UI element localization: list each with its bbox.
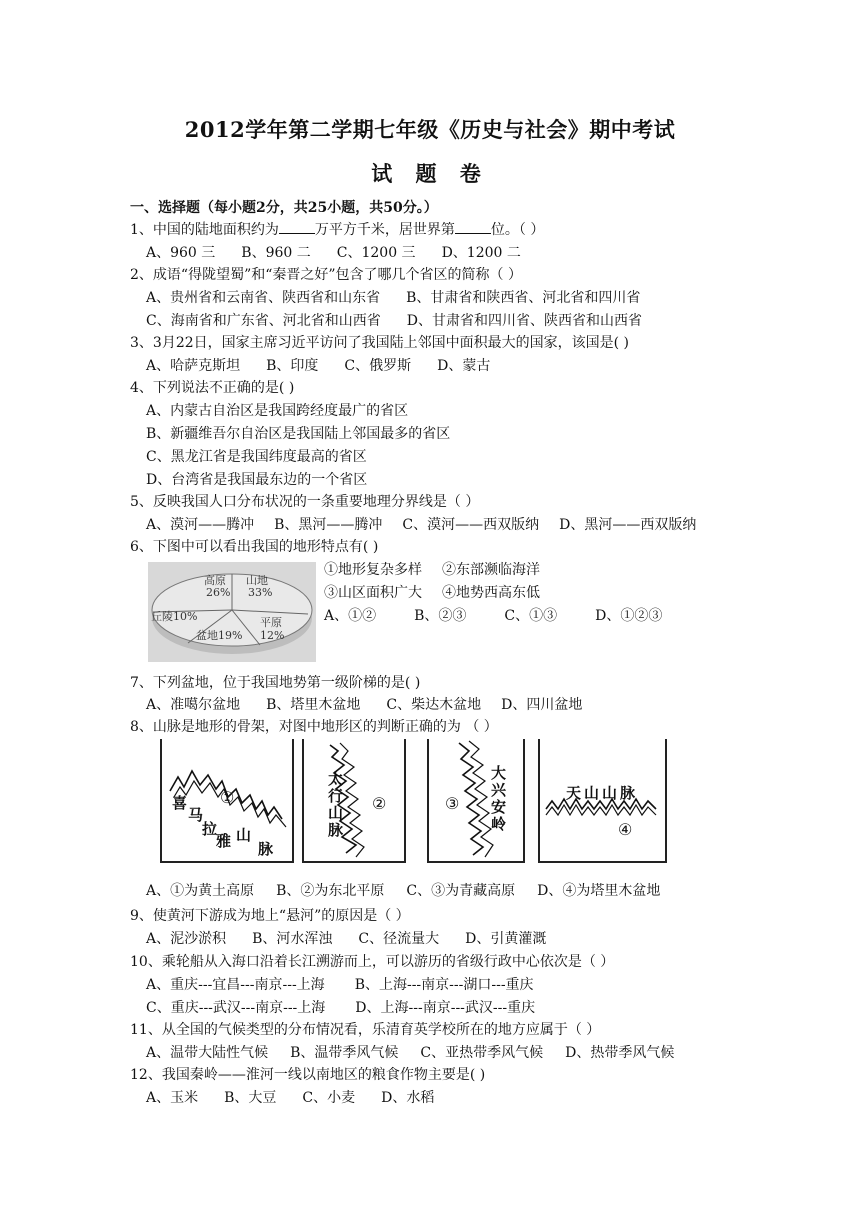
question-11: 11、从全国的气候类型的分布情况看，乐清育英学校所在的地方应属于（ ） bbox=[130, 1022, 601, 1038]
mountain-diagram-2 bbox=[302, 739, 406, 863]
question-10-options bbox=[146, 998, 561, 1018]
statement: ①地形复杂多样 bbox=[324, 562, 422, 578]
slice-label-plateau: 高原 bbox=[204, 574, 226, 587]
question-5: 5、反映我国人口分布状况的一条重要地理分界线是（ ） bbox=[130, 494, 480, 510]
option: B、大豆 bbox=[224, 1090, 277, 1106]
question-3: 3、3月22日，国家主席习近平访问了我国陆上邻国中面积最大的国家，该国是( ) bbox=[130, 335, 630, 351]
question-8: 8、山脉是地形的骨架，对图中地形区的判断正确的为 （ ） bbox=[130, 719, 498, 735]
option: D、蒙古 bbox=[437, 358, 491, 374]
section-heading: 一、选择题（每小题2分，共25小题，共50分。） bbox=[130, 200, 438, 216]
option: C、亚热带季风气候 bbox=[420, 1045, 544, 1061]
option: A、泥沙淤积 bbox=[146, 931, 227, 947]
region-number-2: ② bbox=[372, 794, 387, 813]
slice-value-plateau: 26% bbox=[206, 586, 231, 599]
question-6-options bbox=[324, 606, 662, 626]
answer-blank bbox=[279, 221, 315, 234]
question-2-options bbox=[146, 288, 666, 308]
option: A、①② bbox=[324, 608, 377, 624]
question-6-statements bbox=[324, 560, 540, 580]
option: D、1200 二 bbox=[441, 245, 521, 261]
option: D、上海---南京---武汉---重庆 bbox=[355, 1000, 536, 1016]
slice-label-mountain: 山地 bbox=[246, 574, 268, 587]
option: B、甘肃省和陕西省、河北省和四川省 bbox=[406, 290, 641, 306]
option: C、小麦 bbox=[302, 1090, 356, 1106]
option: B、960 二 bbox=[241, 245, 311, 261]
option: B、黑河——腾冲 bbox=[274, 517, 383, 533]
option: D、热带季风气候 bbox=[565, 1045, 675, 1061]
question-3-options bbox=[146, 356, 516, 376]
option: C、重庆---武汉---南京---上海 bbox=[146, 1000, 326, 1016]
question-6-statements bbox=[324, 583, 540, 603]
option: D、台湾省是我国最东边的一个省区 bbox=[146, 472, 368, 488]
option: D、④为塔里木盆地 bbox=[537, 883, 661, 899]
terrain-pie-chart bbox=[148, 562, 316, 662]
slice-label-plain: 平原 bbox=[260, 616, 282, 629]
option: A、哈萨克斯坦 bbox=[146, 358, 241, 374]
option: B、印度 bbox=[266, 358, 319, 374]
option: D、水稻 bbox=[381, 1090, 435, 1106]
option: D、甘肃省和四川省、陕西省和山西省 bbox=[406, 313, 642, 329]
slice-label-basin: 盆地19% bbox=[196, 629, 243, 642]
mountain-diagram-3 bbox=[427, 739, 525, 863]
question-10: 10、乘轮船从入海口沿着长江溯游而上，可以游历的省级行政中心依次是（ ） bbox=[130, 954, 615, 970]
question-8-options bbox=[146, 881, 660, 901]
mountain-label-1: 马 bbox=[188, 806, 204, 824]
option: C、③为青藏高原 bbox=[406, 883, 516, 899]
option: C、漠河——西双版纳 bbox=[402, 517, 540, 533]
option: C、俄罗斯 bbox=[344, 358, 412, 374]
option: C、1200 三 bbox=[336, 245, 416, 261]
question-12-options bbox=[146, 1088, 460, 1108]
mountain-ridge-3 bbox=[429, 739, 523, 861]
question-1-options bbox=[146, 243, 547, 263]
option: A、温带大陆性气候 bbox=[146, 1045, 269, 1061]
region-number-1: ① bbox=[220, 788, 235, 807]
mountain-label-1: 脉 bbox=[258, 840, 274, 858]
question-9: 9、使黄河下游成为地上“悬河”的原因是（ ） bbox=[130, 908, 410, 924]
exam-subtitle: 试 题 卷 bbox=[371, 161, 489, 186]
option: C、黑龙江省是我国纬度最高的省区 bbox=[146, 449, 367, 465]
answer-blank bbox=[455, 221, 491, 234]
option: B、塔里木盆地 bbox=[266, 697, 361, 713]
option: A、重庆---宜昌---南京---上海 bbox=[146, 977, 325, 993]
option: A、准噶尔盆地 bbox=[146, 697, 241, 713]
mountain-diagram-4 bbox=[538, 739, 667, 863]
region-number-4: ④ bbox=[618, 820, 633, 839]
option: A、玉米 bbox=[146, 1090, 199, 1106]
option: B、河水浑浊 bbox=[252, 931, 333, 947]
question-7: 7、下列盆地，位于我国地势第一级阶梯的是( ) bbox=[130, 675, 421, 691]
mountain-label-4: 天山山脉 bbox=[566, 784, 639, 802]
question-6: 6、下图中可以看出我国的地形特点有( ) bbox=[130, 539, 379, 555]
option: B、上海---南京---湖口---重庆 bbox=[354, 977, 534, 993]
question-2: 2、成语“得陇望蜀”和“秦晋之好”包含了哪几个省区的简称（ ） bbox=[130, 267, 522, 283]
option: A、内蒙古自治区是我国跨经度最广的省区 bbox=[146, 403, 409, 419]
question-1: 1、中国的陆地面积约为 万平方千米，居世界第 位。（ ） bbox=[130, 222, 545, 238]
option: B、新疆维吾尔自治区是我国陆上邻国最多的省区 bbox=[146, 426, 451, 442]
option: D、引黄灌溉 bbox=[465, 931, 547, 947]
mountain-label-1: 雅 bbox=[216, 832, 232, 850]
statement: ②东部濒临海洋 bbox=[442, 562, 540, 578]
option: D、黑河——西双版纳 bbox=[559, 517, 697, 533]
mountain-label-1: 喜 bbox=[172, 794, 188, 812]
region-number-3: ③ bbox=[445, 794, 460, 813]
question-11-options bbox=[146, 1043, 674, 1063]
pie-svg bbox=[148, 562, 316, 662]
mountain-label-1: 拉 bbox=[202, 820, 218, 838]
mountain-ridge-2 bbox=[304, 739, 404, 861]
question-10-options bbox=[146, 975, 560, 995]
question-5-options bbox=[146, 515, 696, 535]
option: C、①③ bbox=[504, 608, 558, 624]
question-4: 4、下列说法不正确的是( ) bbox=[130, 380, 295, 396]
option: A、贵州省和云南省、陕西省和山东省 bbox=[146, 290, 381, 306]
statement: ④地势西高东低 bbox=[442, 585, 540, 601]
mountain-diagram-1 bbox=[160, 739, 294, 863]
option: B、②为东北平原 bbox=[276, 883, 385, 899]
slice-value-mountain: 33% bbox=[248, 586, 273, 599]
mountain-label-3: 大兴安岭 bbox=[491, 764, 507, 833]
option: A、960 三 bbox=[146, 245, 216, 261]
option: A、①为黄土高原 bbox=[146, 883, 255, 899]
question-9-options bbox=[146, 929, 572, 949]
exam-title: 2012学年第二学期七年级《历史与社会》期中考试 bbox=[184, 117, 676, 142]
option: B、温带季风气候 bbox=[290, 1045, 399, 1061]
question-7-options bbox=[146, 695, 608, 715]
slice-label-hills: 丘陵10% bbox=[151, 610, 198, 623]
option: C、柴达木盆地 bbox=[386, 697, 482, 713]
statement: ③山区面积广大 bbox=[324, 585, 422, 601]
slice-value-plain: 12% bbox=[260, 629, 285, 642]
mountain-label-2: 太行山脉 bbox=[328, 770, 344, 839]
option: C、海南省和广东省、河北省和山西省 bbox=[146, 313, 381, 329]
option: B、②③ bbox=[414, 608, 467, 624]
question-2-options bbox=[146, 311, 668, 331]
option: C、径流量大 bbox=[358, 931, 440, 947]
mountain-label-1: 山 bbox=[236, 826, 252, 844]
option: A、漠河——腾冲 bbox=[146, 517, 255, 533]
question-12: 12、我国秦岭——淮河一线以南地区的粮食作物主要是( ) bbox=[130, 1067, 486, 1083]
option: D、四川盆地 bbox=[501, 697, 583, 713]
option: D、①②③ bbox=[595, 608, 663, 624]
